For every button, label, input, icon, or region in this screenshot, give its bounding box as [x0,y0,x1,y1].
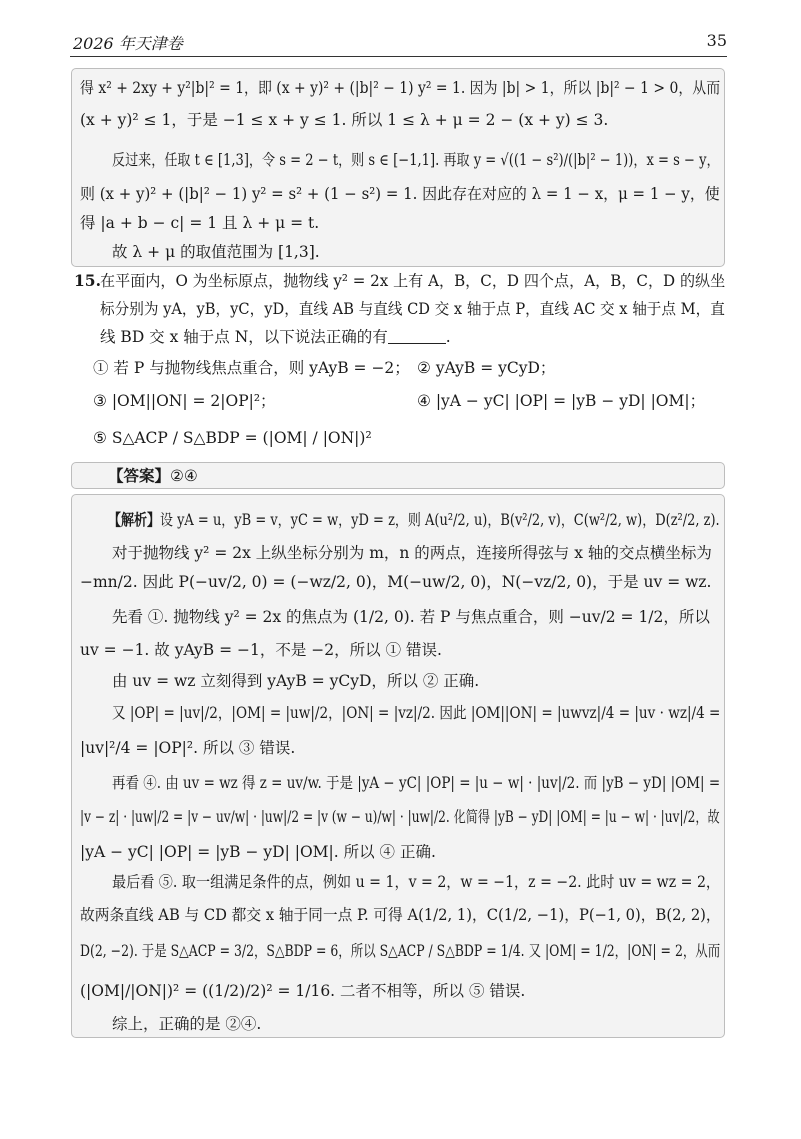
prev-line-2: (x + y)² ≤ 1，于是 −1 ≤ x + y ≤ 1. 所以 1 ≤ λ + μ = 2 − (x + y) ≤ 3. [80,111,609,129]
prev-line-6: 故 λ + μ 的取值范围为 [1,3]. [112,243,320,261]
analysis-line-1 [108,509,720,531]
option-4: ④ |yA − yC| |OP| = |yB − yD| |OM|； [417,392,706,410]
option-2: ② yAyB = yCyD； [417,359,556,377]
analysis-line-12: 最后看 ⑤. 取一组满足条件的点，例如 u = 1，v = 2，w = −1，z = −2. 此时 uv = wz = 2， [112,873,721,891]
analysis-line-1-text: 设 yA = u，yB = v，yC = w，yD = z，则 A(u²/2, u)，B(v²/2, v)，C(w²/2, w)，D(z²/2, z). [159,511,720,529]
analysis-line-4: 先看 ①. 抛物线 y² = 2x 的焦点为 (1/2, 0). 若 P 与焦点重合，则 −uv/2 = 1/2，所以 [112,608,710,626]
analysis-box [71,494,725,1038]
analysis-line-11: |yA − yC| |OP| = |yB − yD| |OM|. 所以 ④ 正确. [80,843,436,861]
answer-line [108,465,198,487]
analysis-line-2: 对于抛物线 y² = 2x 上纵坐标分别为 m，n 的两点，连接所得弦与 x 轴的交点横坐标为 [112,544,712,562]
prev-line-1: 得 x² + 2xy + y²|b|² = 1，即 (x + y)² + (|b|² − 1) y² = 1. 因为 |b| > 1，所以 |b|² − 1 > 0，从而 [80,79,721,97]
analysis-line-7: 又 |OP| = |uv|/2，|OM| = |uw|/2，|ON| = |vz|/2. 因此 |OM||ON| = |uwvz|/4 = |uv · wz|/4 = [112,704,721,722]
answer-box [71,462,725,489]
option-3: ③ |OM||ON| = 2|OP|²； [93,392,276,410]
previous-solution-box [71,68,725,267]
analysis-line-10: |v − z| · |uw|/2 = |v − uv/w| · |uw|/2 = |v (w − u)/w| · |uw|/2. 化简得 |yB − yD| |OM| = |u − w| · |uv|/2，故 [80,808,720,826]
question-number: 15. [74,271,101,290]
question-line-3-text: 线 BD 交 x 轴于点 N，以下说法正确的有 [100,328,388,346]
analysis-line-5: uv = −1. 故 yAyB = −1，不是 −2，所以 ① 错误. [80,641,442,659]
question-line-1: 在平面内，O 为坐标原点，抛物线 y² = 2x 上有 A，B，C，D 四个点，A，B，C，D 的纵坐 [100,272,726,290]
answer-value: ②④ [170,467,198,485]
question-line-2: 标分别为 yA，yB，yC，yD，直线 AB 与直线 CD 交 x 轴于点 P，直线 AC 交 x 轴于点 M，直 [100,300,725,318]
option-5: ⑤ S△ACP / S△BDP = (|OM| / |ON|)² [93,429,372,447]
page-number: 35 [706,31,727,50]
analysis-line-14: D(2, −2). 于是 S△ACP = 3/2，S△BDP = 6，所以 S△ACP / S△BDP = 1/4. 又 |OM| = 1/2，|ON| = 2，从而 [80,942,721,960]
prev-line-3: 反过来，任取 t ∈ [1,3]，令 s = 2 − t，则 s ∈ [−1,1]. 再取 y = √((1 − s²)/(|b|² − 1))，x = s − y， [112,151,720,169]
header-title: 2026 年天津卷 [73,34,183,53]
analysis-line-6: 由 uv = wz 立刻得到 yAyB = yCyD，所以 ② 正确. [112,672,480,690]
answer-label: 【答案】 [108,466,171,485]
prev-line-4: 则 (x + y)² + (|b|² − 1) y² = s² + (1 − s²) = 1. 因此存在对应的 λ = 1 − x，μ = 1 − y，使 [80,185,720,203]
answer-blank [388,329,446,344]
header-rule [70,56,727,57]
question-line-3: 线 BD 交 x 轴于点 N，以下说法正确的有 . [100,328,451,346]
analysis-line-3: −mn/2. 因此 P(−uv/2, 0) = (−wz/2, 0)，M(−uw/2, 0)，N(−vz/2, 0)，于是 uv = wz. [80,573,712,591]
analysis-line-9: 再看 ④. 由 uv = wz 得 z = uv/w. 于是 |yA − yC| |OP| = |u − w| · |uv|/2. 而 |yB − yD| |OM| = [112,774,721,792]
option-1: ① 若 P 与抛物线焦点重合，则 yAyB = −2； [93,359,410,377]
analysis-line-16: 综上，正确的是 ②④. [112,1015,262,1033]
analysis-line-8: |uv|²/4 = |OP|². 所以 ③ 错误. [80,739,296,757]
prev-line-5: 得 |a + b − c| = 1 且 λ + μ = t. [80,214,320,232]
analysis-line-15: (|OM|/|ON|)² = ((1/2)/2)² = 1/16. 二者不相等，所以 ⑤ 错误. [80,982,526,1000]
analysis-line-13: 故两条直线 AB 与 CD 都交 x 轴于同一点 P. 可得 A(1/2, 1)，C(1/2, −1)，P(−1, 0)，B(2, 2)， [80,906,721,924]
analysis-label: 【解析】 [108,510,160,529]
